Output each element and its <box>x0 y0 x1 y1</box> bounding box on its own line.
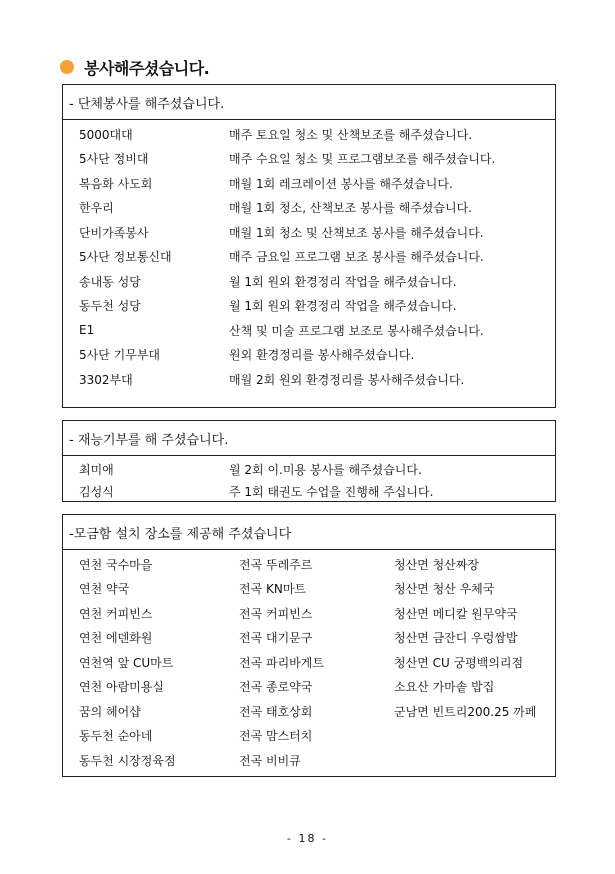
place-name: 동두천 순아네 <box>79 729 153 744</box>
list-item <box>63 552 555 577</box>
heading-title: 봉사해주셨습니다. <box>84 58 210 78</box>
list-item <box>63 269 555 294</box>
place-name: 전곡 맘스터치 <box>239 729 313 744</box>
volunteer-name: 복음화 사도회 <box>79 176 153 191</box>
place-name: 전곡 종로약국 <box>239 680 313 695</box>
place-name: 전곡 비비큐 <box>239 753 301 768</box>
volunteer-name: 5사단 기무부대 <box>79 348 161 363</box>
place-name: 군남면 빈트리200.25 까페 <box>394 704 537 719</box>
list-item <box>63 577 555 602</box>
volunteer-name: E1 <box>79 323 95 338</box>
place-name: 전곡 태호상회 <box>239 704 313 719</box>
group-volunteer-list <box>63 120 555 392</box>
place-name: 연천 에덴화원 <box>79 631 153 646</box>
list-item <box>63 171 555 196</box>
list-item <box>63 343 555 368</box>
group-volunteer-box <box>62 84 556 408</box>
donation-box-places-title: -모금함 설치 장소를 제공해 주셨습니다 <box>63 515 555 550</box>
donation-box-places-list <box>63 550 555 773</box>
volunteer-name: 김성식 <box>79 484 114 499</box>
list-item <box>63 220 555 245</box>
group-volunteer-title: - 단체봉사를 해주셨습니다. <box>63 85 555 120</box>
list-item <box>63 147 555 172</box>
talent-donation-box <box>62 420 556 502</box>
place-name: 청산면 금잔디 우렁쌈밥 <box>394 631 518 646</box>
place-name: 연천 국수마을 <box>79 557 153 572</box>
volunteer-description: 월 1회 원외 환경정리 작업을 해주셨습니다. <box>229 274 457 289</box>
volunteer-description: 매월 1회 청소 및 산책보조 봉사를 해주셨습니다. <box>229 225 484 240</box>
volunteer-description: 매월 1회 레크레이션 봉사를 해주셨습니다. <box>229 176 453 191</box>
section-heading <box>60 56 209 78</box>
place-name: 동두천 시장정육점 <box>79 753 176 768</box>
volunteer-description: 매월 2회 원외 환경정리를 봉사해주셨습니다. <box>229 372 465 387</box>
volunteer-name: 한우리 <box>79 201 114 216</box>
list-item <box>63 650 555 675</box>
donation-box-places-box <box>62 514 556 777</box>
volunteer-name: 송내동 성당 <box>79 274 141 289</box>
volunteer-description: 원외 환경정리를 봉사해주셨습니다. <box>229 348 415 363</box>
place-name: 전곡 뚜레주르 <box>239 557 313 572</box>
page-number: - 18 - <box>287 832 328 845</box>
volunteer-name: 5사단 정보통신대 <box>79 250 172 265</box>
bullet-dot-icon <box>60 60 74 74</box>
list-item <box>63 675 555 700</box>
list-item <box>63 367 555 392</box>
talent-donation-title: - 재능기부를 해 주셨습니다. <box>63 421 555 456</box>
volunteer-description: 매주 토요일 청소 및 산책보조를 해주셨습니다. <box>229 127 473 142</box>
volunteer-name: 5사단 정비대 <box>79 152 149 167</box>
volunteer-name: 3302부대 <box>79 372 133 387</box>
list-item <box>63 458 555 480</box>
volunteer-description: 매월 1회 청소, 산책보조 봉사를 해주셨습니다. <box>229 201 472 216</box>
volunteer-name: 동두천 성당 <box>79 299 141 314</box>
volunteer-description: 산책 및 미술 프로그램 보조로 봉사해주셨습니다. <box>229 323 484 338</box>
volunteer-description: 월 1회 원외 환경정리 작업을 해주셨습니다. <box>229 299 457 314</box>
volunteer-description: 월 2회 이.미용 봉사를 해주셨습니다. <box>229 462 422 477</box>
place-name: 꿈의 헤어샵 <box>79 704 141 719</box>
volunteer-description: 매주 수요일 청소 및 프로그램보조를 해주셨습니다. <box>229 152 496 167</box>
list-item <box>63 294 555 319</box>
list-item <box>63 245 555 270</box>
place-name: 소요산 가마솥 밥집 <box>394 680 495 695</box>
place-name: 연천 커피빈스 <box>79 606 153 621</box>
place-name: 연천역 앞 CU마트 <box>79 655 174 670</box>
talent-donation-list <box>63 456 555 502</box>
place-name: 전곡 파리바게트 <box>239 655 324 670</box>
place-name: 전곡 대기문구 <box>239 631 313 646</box>
list-item <box>63 480 555 502</box>
place-name: 연천 약국 <box>79 582 130 597</box>
place-name: 청산면 청산짜장 <box>394 557 479 572</box>
volunteer-name: 5000대대 <box>79 127 133 142</box>
place-name: 전곡 커피빈스 <box>239 606 313 621</box>
place-name: 전곡 KN마트 <box>239 582 307 597</box>
volunteer-description: 매주 금요일 프로그램 보조 봉사를 해주셨습니다. <box>229 250 484 265</box>
place-name: 청산면 청산 우체국 <box>394 582 495 597</box>
list-item <box>63 318 555 343</box>
place-name: 청산면 CU 궁평백의리점 <box>394 655 524 670</box>
list-item <box>63 601 555 626</box>
volunteer-name: 최미애 <box>79 462 114 477</box>
list-item <box>63 196 555 221</box>
list-item <box>63 699 555 724</box>
list-item <box>63 724 555 749</box>
list-item <box>63 748 555 773</box>
volunteer-name: 단비가족봉사 <box>79 225 149 240</box>
place-name: 연천 아람미용실 <box>79 680 164 695</box>
place-name: 청산면 메디칼 원무약국 <box>394 606 518 621</box>
list-item <box>63 122 555 147</box>
volunteer-description: 주 1회 태권도 수업을 진행해 주십니다. <box>229 484 434 499</box>
list-item <box>63 626 555 651</box>
